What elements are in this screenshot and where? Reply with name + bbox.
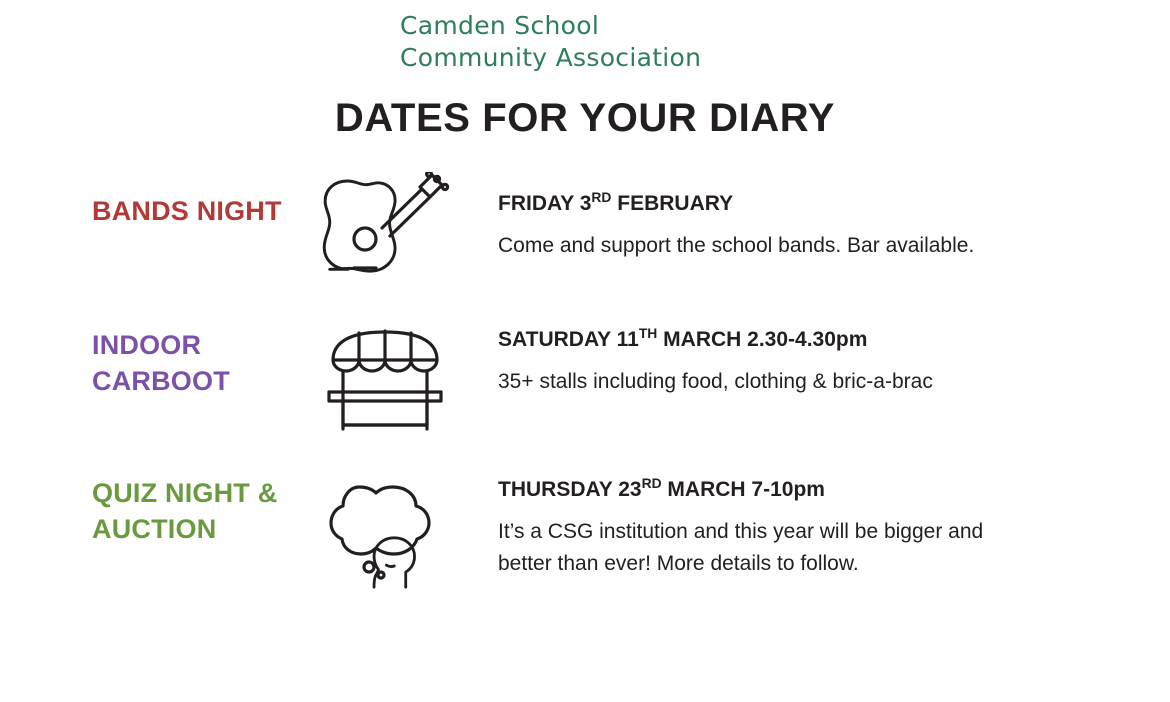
event-date-ordinal: RD xyxy=(641,475,662,491)
events-list xyxy=(0,172,1170,658)
event-details xyxy=(470,468,1030,579)
event-description: It’s a CSG institution and this year will be bigger and better than ever! More details to follow. xyxy=(498,520,984,575)
event-description: Come and support the school bands. Bar available. xyxy=(498,234,975,258)
event-date-prefix: THURSDAY 23 xyxy=(498,478,642,501)
event-date-prefix: FRIDAY 3 xyxy=(498,192,592,215)
event-details xyxy=(470,320,1030,398)
acoustic-guitar-icon xyxy=(300,172,470,307)
event-date xyxy=(498,326,1030,354)
event-date-ordinal: RD xyxy=(591,189,612,205)
event-title: INDOOR CARBOOT xyxy=(92,330,230,396)
event-date-suffix: MARCH 2.30-4.30pm xyxy=(657,328,868,351)
event-date-ordinal: TH xyxy=(638,325,658,341)
event-date-prefix: SATURDAY 11 xyxy=(498,328,639,351)
event-description: 35+ stalls including food, clothing & bric-a-brac xyxy=(498,370,933,394)
organisation-masthead xyxy=(400,10,701,74)
event-row xyxy=(0,320,1170,468)
organisation-name-line-2: Community Association xyxy=(400,43,702,72)
event-details xyxy=(470,172,1030,262)
event-date-suffix: MARCH 7-10pm xyxy=(661,478,825,501)
event-row xyxy=(0,468,1170,658)
event-date xyxy=(498,476,1030,504)
event-date xyxy=(498,190,1030,218)
organisation-name-line-1: Camden School xyxy=(400,11,600,40)
event-date-suffix: FEBRUARY xyxy=(611,192,734,215)
event-row xyxy=(0,172,1170,320)
thought-bubble-head-icon xyxy=(300,468,470,618)
event-title: BANDS NIGHT xyxy=(92,196,282,226)
market-stall-icon xyxy=(300,320,470,445)
event-title: QUIZ NIGHT & AUCTION xyxy=(92,478,278,544)
page-title: DATES FOR YOUR DIARY xyxy=(334,96,836,140)
